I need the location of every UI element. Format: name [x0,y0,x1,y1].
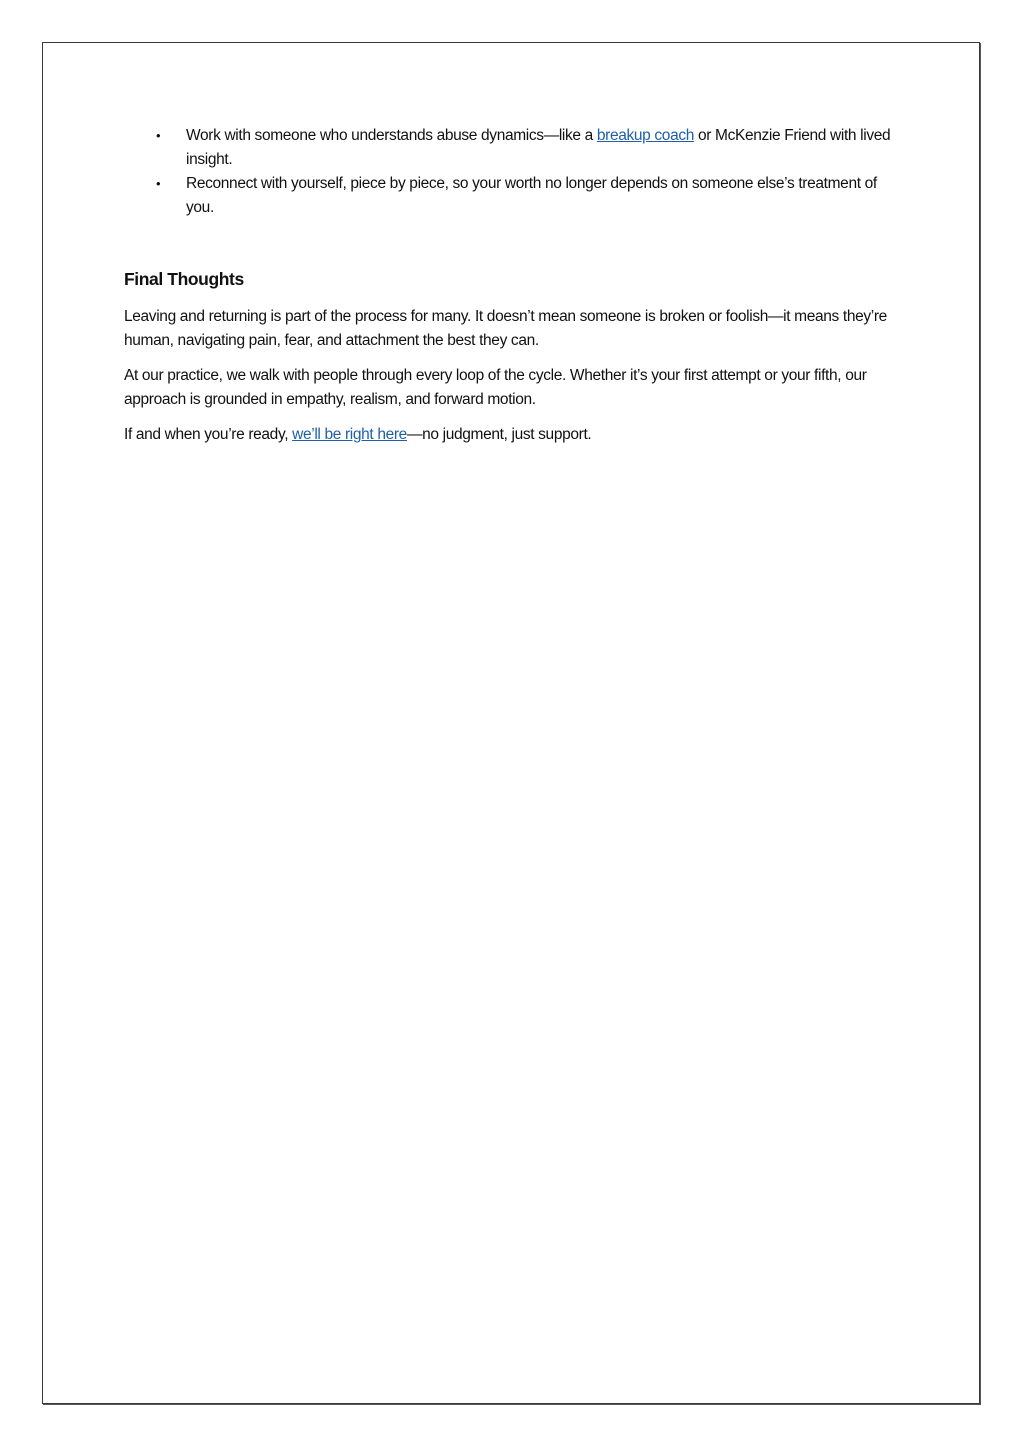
contact-link[interactable]: we’ll be right here [292,426,407,443]
paragraph: Leaving and returning is part of the process for many. It doesn’t mean someone is broken or foolish—it means they’re human, navigating pain, fear, and attachment the best they can. [124,308,887,349]
bullet-icon: • [156,176,161,191]
list-item [124,172,904,219]
section-heading: Final Thoughts [124,269,244,289]
document-body [124,124,904,447]
paragraph-text-end: —no judgment, just support. [406,426,592,443]
bullet-text-end: or McKenzie Friend with lived insight. [186,127,891,168]
paragraph: At our practice, we walk with people through every loop of the cycle. Whether it’s your first attempt or your fifth, our approach is grounded in empathy, realism, and forward motion. [124,367,867,408]
bullet-text: Reconnect with yourself, piece by piece, so your worth no longer depends on someone else’s treatment of you. [186,175,877,216]
breakup-coach-link[interactable]: breakup coach [596,127,695,144]
bullet-icon: • [156,128,161,143]
paragraph [124,423,904,447]
list-item [124,124,904,171]
bullet-list [124,124,904,219]
bullet-text-start: Work with someone who understands abuse dynamics—like a [186,127,597,144]
paragraph-text-start: If and when you’re ready, [124,426,293,443]
